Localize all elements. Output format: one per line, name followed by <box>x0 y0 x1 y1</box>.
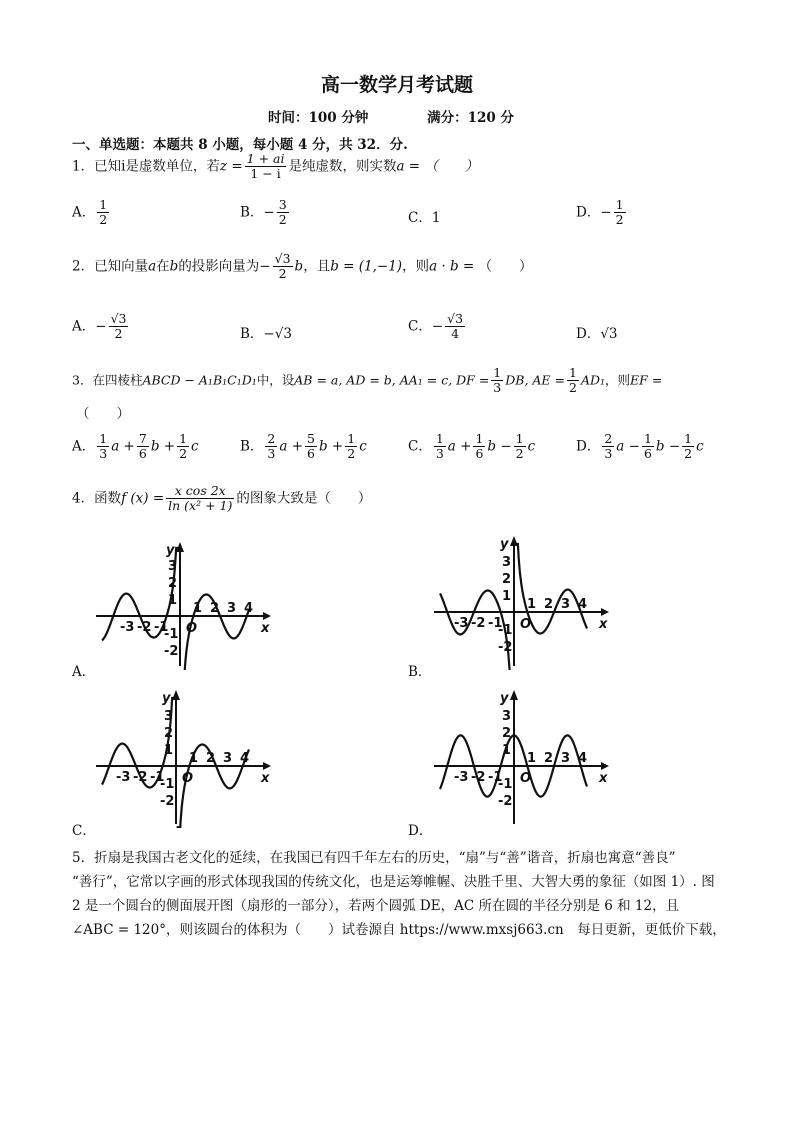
option-fraction <box>614 198 626 228</box>
frac-den: 2 <box>684 446 693 462</box>
q3-option-b[interactable] <box>240 432 367 462</box>
question-1 <box>72 152 478 182</box>
tick-label-y: -1 <box>160 777 175 792</box>
option-term: b − <box>655 438 681 455</box>
question-2 <box>72 252 533 282</box>
frac-den: 3 <box>267 446 276 462</box>
tick-label-y: -2 <box>164 644 179 659</box>
option-fraction <box>682 432 694 462</box>
x-axis-arrow <box>263 612 271 620</box>
frac-num: 1 <box>99 197 108 212</box>
tick-label-y: 2 <box>502 572 512 587</box>
q4-text: 4．函数 <box>72 490 122 507</box>
q3-option-c[interactable] <box>408 432 535 462</box>
section-heading: 一、单选题：本题共 8 小题，每小题 4 分，共 32．分. <box>72 137 408 153</box>
tick-label-x: 4 <box>240 751 250 766</box>
tick-label-y: 1 <box>502 589 512 604</box>
frac-den: 6 <box>475 446 484 462</box>
frac-num: 1 <box>515 431 524 446</box>
option-label: D． <box>576 326 601 342</box>
q3-text: 3．在四棱柱 <box>72 372 143 388</box>
tick-label-x: 3 <box>223 751 233 766</box>
graph-option-b[interactable] <box>426 532 611 670</box>
graph-option-a[interactable] <box>88 538 273 670</box>
frac-den: 2 <box>278 266 287 282</box>
option-fraction <box>345 432 357 462</box>
q2-option-b[interactable] <box>240 322 292 342</box>
tick-label-x: -1 <box>488 616 503 631</box>
tick-label-y: -2 <box>498 794 513 809</box>
origin-label: O <box>520 617 532 632</box>
q3-fraction-2 <box>567 366 579 396</box>
tick-label-x: -3 <box>454 770 469 785</box>
q1-num: 1 + ai <box>246 151 285 166</box>
y-axis-label: y <box>500 537 509 552</box>
option-label: A． <box>72 204 96 221</box>
q4-label-b[interactable]: B． <box>408 664 432 680</box>
frac-num: 5 <box>307 431 315 446</box>
option-fraction <box>177 432 189 462</box>
frac-den: 2 <box>278 212 287 228</box>
q1-fraction <box>245 152 287 182</box>
tick-label-y: -1 <box>498 777 513 792</box>
frac-num: 1 <box>99 431 108 446</box>
frac-den: 3 <box>604 446 613 462</box>
q2-option-a[interactable] <box>72 312 130 342</box>
q2-text: 2．已知向量 <box>72 258 149 275</box>
frac-num: √3 <box>274 251 291 266</box>
tick-label-y: -1 <box>498 623 513 638</box>
q3-vectors: DB, AE = <box>505 372 566 388</box>
q1-z: z = <box>219 158 243 175</box>
q2-option-d[interactable] <box>576 322 618 342</box>
x-axis-label: x <box>599 771 608 786</box>
x-axis-arrow <box>263 762 271 770</box>
tick-label-x: 2 <box>206 751 216 766</box>
option-fraction <box>97 198 109 228</box>
option-sign: − <box>95 318 107 335</box>
tick-label-y: 3 <box>502 555 512 570</box>
q3-option-a[interactable] <box>72 432 199 462</box>
frac-num: 2 <box>267 431 276 446</box>
tick-label-y: 2 <box>164 726 174 741</box>
q2-b-value: b = (1,−1) <box>330 258 403 275</box>
origin-label: O <box>182 771 194 786</box>
frac-num: 1 <box>684 431 693 446</box>
tick-label-x: -1 <box>488 770 503 785</box>
option-label: B． <box>240 204 264 221</box>
option-fraction <box>137 432 149 462</box>
option-sign: − <box>431 318 444 335</box>
option-fraction <box>97 432 109 462</box>
option-fraction <box>265 432 277 462</box>
option-label: C． <box>408 438 432 455</box>
tick-label-x: -2 <box>471 770 486 785</box>
x-axis-arrow <box>601 608 609 616</box>
tick-label-x: 2 <box>544 597 554 612</box>
exam-score: 满分：120 分 <box>427 110 514 126</box>
q3-text: ，则 <box>605 372 631 388</box>
q1-option-d[interactable] <box>576 198 628 228</box>
option-fraction <box>434 432 446 462</box>
q4-label-d[interactable]: D． <box>408 823 433 839</box>
tick-label-x: -1 <box>154 620 169 635</box>
option-fraction <box>109 312 129 342</box>
q3-vectors: AB = a, AD = b, AA₁ = c, DF = <box>294 372 490 388</box>
option-fraction <box>445 312 465 342</box>
tick-label-y: -2 <box>498 640 513 655</box>
y-axis-arrow <box>510 690 518 700</box>
q4-text: 的图象大致是（ ） <box>236 490 372 507</box>
frac-den: 6 <box>138 446 147 462</box>
frac-den: 2 <box>347 446 356 462</box>
frac-num: 1 <box>475 431 484 446</box>
vector-a: a <box>148 258 157 275</box>
tick-label-y: 2 <box>502 726 512 741</box>
tick-label-x: 4 <box>578 597 588 612</box>
tick-label-x: 1 <box>189 751 199 766</box>
frac-den: 6 <box>643 446 652 462</box>
frac-den: 3 <box>493 380 502 396</box>
tick-label-x: -3 <box>120 620 135 635</box>
frac-den: 2 <box>615 212 624 228</box>
x-axis-arrow <box>601 762 609 770</box>
q5-line-3: 2 是一个圆台的侧面展开图（扇形的一部分），若两个圆弧 DE，AC 所在圆的半径分别是 6 和 12，且 <box>72 898 680 914</box>
frac-num: 1 <box>615 197 624 212</box>
q2-text: 在 <box>156 258 170 275</box>
option-term: a + <box>447 438 472 455</box>
frac-den: ln (x² + 1) <box>168 498 233 514</box>
option-fraction <box>602 432 614 462</box>
tick-label-y: 2 <box>168 576 178 591</box>
option-sign: − <box>600 204 612 221</box>
q1-tail: a = （ ） <box>396 158 479 175</box>
frac-num: 1 <box>493 365 502 380</box>
y-axis-label: y <box>166 543 175 558</box>
option-fraction <box>305 432 317 462</box>
q4-fraction <box>166 484 234 514</box>
q1-option-b[interactable] <box>240 198 291 228</box>
question-4 <box>72 484 371 514</box>
tick-label-x: -2 <box>133 770 148 785</box>
option-text: −√3 <box>263 326 292 342</box>
origin-label: O <box>186 621 198 636</box>
option-fraction <box>473 432 485 462</box>
q1-prefix: 1．已知i是虚数单位，若 <box>72 158 220 175</box>
frac-den: 6 <box>307 446 315 462</box>
tick-label-y: 3 <box>502 709 512 724</box>
option-label: B． <box>240 326 264 342</box>
tick-label-x: 2 <box>210 601 220 616</box>
q3-prism: ABCD − A₁B₁C₁D₁ <box>142 372 257 388</box>
frac-num: x cos 2x <box>166 484 234 499</box>
q3-blank: （ ） <box>76 406 130 422</box>
option-sign: − <box>263 204 275 221</box>
page-title: 高一数学月考试题 <box>320 74 473 96</box>
option-text: √3 <box>600 326 618 342</box>
tick-label-x: 4 <box>578 751 588 766</box>
q3-option-d[interactable] <box>576 432 704 462</box>
tick-label-x: -2 <box>137 620 152 635</box>
tick-label-x: 3 <box>561 597 571 612</box>
q2-text: ，则 <box>402 258 430 275</box>
option-label: B． <box>240 438 264 455</box>
option-term: a + <box>111 438 135 455</box>
option-term: b + <box>318 438 344 455</box>
frac-num: 1 <box>435 431 444 446</box>
q4-label-a[interactable]: A． <box>72 664 96 680</box>
vector-b: b <box>169 258 179 275</box>
option-text: 1 <box>431 210 441 226</box>
q3-target: EF = <box>630 372 663 388</box>
y-axis-label: y <box>162 691 171 706</box>
q5-line-2: “善行”，它常以字画的形式体现我国的传统文化，也是运筹帷幄、决胜千里、大智大勇的象征（如图 1）. 图 <box>72 874 715 890</box>
question-3 <box>72 366 662 396</box>
option-fraction <box>277 198 289 228</box>
q2-text: 的投影向量为− <box>178 258 271 275</box>
frac-den: 2 <box>569 380 577 396</box>
exam-meta <box>268 106 568 126</box>
frac-num: 1 <box>569 365 577 380</box>
frac-den: 2 <box>99 212 108 228</box>
frac-den: 2 <box>179 446 188 462</box>
frac-num: √3 <box>447 311 464 326</box>
frac-num: 1 <box>643 431 652 446</box>
option-term: b + <box>150 438 176 455</box>
origin-label: O <box>520 771 532 786</box>
frac-num: 7 <box>138 431 147 446</box>
tick-label-x: 1 <box>527 751 537 766</box>
q5-line-1: 5．折扇是我国古老文化的延续，在我国已有四千年左右的历史，“扇”与“善”谐音，折扇也寓意“善良” <box>72 850 676 866</box>
q5-line-4: ∠ABC = 120°，则该圆台的体积为（ ）试卷源自 https://www.mxsj663.cn 每日更新，更低价下载， <box>72 922 726 938</box>
tick-label-x: -2 <box>471 616 486 631</box>
frac-num: 2 <box>604 431 613 446</box>
frac-num: 1 <box>347 431 356 446</box>
tick-label-y: 3 <box>168 559 178 574</box>
q1-suffix: 是纯虚数，则实数 <box>288 158 397 175</box>
frac-num: 1 <box>179 431 188 446</box>
option-label: A． <box>72 438 96 455</box>
tick-label-y: -2 <box>160 794 175 809</box>
tick-label-x: 1 <box>193 601 203 616</box>
tick-label-x: -3 <box>454 616 469 631</box>
option-label: A． <box>72 318 96 335</box>
graph-option-c[interactable] <box>88 686 273 828</box>
frac-den: 2 <box>515 446 524 462</box>
q1-option-c[interactable] <box>408 206 440 226</box>
frac-den: 4 <box>451 326 460 342</box>
option-term: c <box>191 438 199 455</box>
option-term: c <box>359 438 367 455</box>
vector-b: b <box>294 258 304 275</box>
tick-label-y: 1 <box>502 743 512 758</box>
frac-den: 3 <box>99 446 108 462</box>
q2-option-c[interactable] <box>408 312 467 342</box>
option-label: C． <box>408 318 432 335</box>
q1-option-a[interactable] <box>72 198 111 228</box>
tick-label-x: -1 <box>150 770 165 785</box>
q3-text: 中，设 <box>256 372 295 388</box>
tick-label-x: 1 <box>527 597 537 612</box>
y-axis-label: y <box>500 691 509 706</box>
q2-dot-product: a · b <box>429 258 459 275</box>
tick-label-x: -3 <box>116 770 131 785</box>
tick-label-x: 4 <box>244 601 254 616</box>
q2-text: = （ ） <box>458 258 533 275</box>
option-label: C． <box>408 210 432 226</box>
tick-label-y: 3 <box>164 709 174 724</box>
x-axis-label: x <box>261 771 270 786</box>
exam-time: 时间：100 分钟 <box>268 110 369 126</box>
option-term: b − <box>487 438 512 455</box>
q2-text: ，且 <box>303 258 331 275</box>
option-label: D． <box>576 438 601 455</box>
frac-num: √3 <box>110 311 127 326</box>
option-term: a + <box>279 438 304 455</box>
tick-label-y: 1 <box>168 593 178 608</box>
tick-label-x: 3 <box>561 751 571 766</box>
q1-den: 1 − i <box>250 166 281 182</box>
option-term: c <box>696 438 704 455</box>
option-term: c <box>527 438 536 455</box>
frac-den: 3 <box>435 446 444 462</box>
tick-label-y: -1 <box>164 627 179 642</box>
x-axis-label: x <box>261 621 270 636</box>
option-term: a − <box>616 438 640 455</box>
tick-label-x: 3 <box>227 601 237 616</box>
frac-den: 2 <box>114 326 123 342</box>
tick-label-x: 2 <box>544 751 554 766</box>
q3-vectors: AD₁ <box>580 372 606 388</box>
option-fraction <box>514 432 526 462</box>
option-fraction <box>642 432 654 462</box>
q4-function: f (x) = <box>121 490 165 507</box>
tick-label-y: 1 <box>164 743 174 758</box>
q3-fraction-1 <box>491 366 503 396</box>
option-label: D． <box>576 204 601 221</box>
frac-num: 3 <box>278 197 287 212</box>
graph-option-d[interactable] <box>426 686 611 828</box>
q2-fraction <box>273 252 293 282</box>
x-axis-label: x <box>599 617 608 632</box>
q4-label-c[interactable]: C． <box>72 823 96 839</box>
